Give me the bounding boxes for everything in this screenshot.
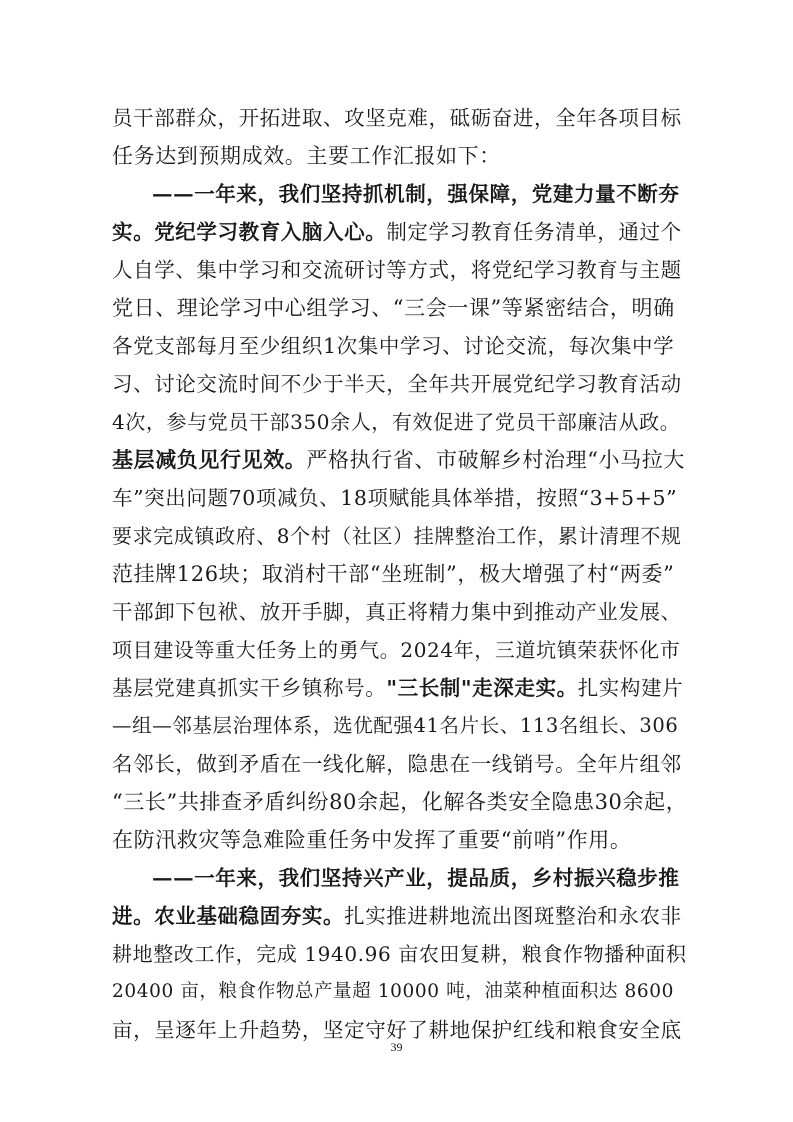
text-run: 名邻长，做到矛盾在一线化解，隐患在一线销号。全年片组邻	[112, 752, 682, 776]
text-run: 4次，参与党员干部350余人，有效促进了党员干部廉洁从政。	[112, 410, 681, 434]
text-line	[112, 670, 687, 706]
section-heading: ——一年来，我们坚持抓机制，强保障，党建力量不断夯	[152, 182, 680, 206]
text-line	[112, 784, 687, 820]
text-line	[112, 138, 687, 174]
text-line	[112, 366, 687, 402]
text-run: 要求完成镇政府、8个村（社区）挂牌整治工作，累计清理不规	[112, 524, 682, 548]
text-line	[112, 290, 687, 326]
subheading: 基层减负见行见效。	[112, 447, 307, 472]
text-line	[112, 632, 687, 668]
text-line	[112, 974, 687, 1010]
subheading: 实。党纪学习教育入脑入心。	[112, 220, 387, 244]
text-run: 扎实构建片	[577, 676, 684, 700]
text-run: 基层党建真抓实干乡镇称号。	[112, 676, 387, 700]
text-run: 扎实推进耕地流出图斑整治和永农非	[344, 904, 682, 928]
text-run: 任务达到预期成效。主要工作汇报如下：	[112, 144, 501, 168]
text-line	[112, 404, 687, 440]
section-heading-line	[152, 860, 687, 896]
subheading: "三长制"走深走实。	[386, 676, 578, 700]
text-run: “三长”共排查矛盾纠纷80余起，化解各类安全隐患30余起，	[112, 790, 688, 814]
text-run: 20400 亩，粮食作物总产量超 10000 吨，油菜种植面积达 8600	[112, 981, 675, 1002]
text-line	[112, 746, 687, 782]
text-line	[112, 898, 687, 934]
text-line	[112, 822, 687, 858]
text-line	[112, 518, 687, 554]
text-line	[112, 100, 687, 136]
text-line	[112, 480, 687, 516]
text-run: 亩，呈逐年上升趋势，坚定守好了耕地保护红线和粮食安全底	[112, 1018, 682, 1042]
text-run: 干部卸下包袱、放开手脚，真正将精力集中到推动产业发展、	[112, 600, 682, 624]
text-run: 耕地整改工作，完成 1940.96 亩农田复耕，粮食作物播种面积	[112, 942, 687, 966]
text-line	[112, 936, 687, 972]
text-run: 习、讨论交流时间不少于半天，全年共开展党纪学习教育活动	[112, 372, 682, 396]
text-run: 各党支部每月至少组织1次集中学习、讨论交流，每次集中学	[112, 334, 675, 358]
text-run: 制定学习教育任务清单，通过个	[386, 220, 682, 244]
text-run: 范挂牌126块；取消村干部“坐班制”，极大增强了村“两委”	[112, 562, 675, 586]
section-heading-line	[152, 176, 687, 212]
text-run: 车”突出问题70项减负、18项赋能具体举措，按照“3+5+5”	[112, 486, 678, 510]
text-line	[112, 328, 687, 364]
text-run: 员干部群众，开拓进取、攻坚克难，砥砺奋进，全年各项目标	[112, 106, 682, 130]
text-line	[112, 708, 687, 744]
text-line	[112, 594, 687, 630]
text-line	[112, 556, 687, 592]
section-heading: ——一年来，我们坚持兴产业，提品质，乡村振兴稳步推	[152, 866, 680, 890]
text-line	[112, 442, 687, 478]
text-line	[112, 252, 687, 288]
text-run: 严格执行省、市破解乡村治理“小马拉大	[306, 448, 685, 472]
text-run: 在防汛救灾等急难险重任务中发挥了重要“前哨”作用。	[112, 828, 632, 852]
text-run: 党日、理论学习中心组学习、“三会一课”等紧密结合，明确	[112, 296, 675, 320]
text-run: —组—邻基层治理体系，选优配强41名片长、113名组长、306	[112, 714, 679, 737]
text-run: 项目建设等重大任务上的勇气。2024年，三道坑镇荣获怀化市	[112, 638, 681, 662]
page-number: 39	[390, 1040, 403, 1054]
text-line	[112, 214, 687, 250]
subheading: 进。农业基础稳固夯实。	[112, 904, 345, 928]
text-run: 人自学、集中学习和交流研讨等方式，将党纪学习教育与主题	[112, 258, 682, 282]
